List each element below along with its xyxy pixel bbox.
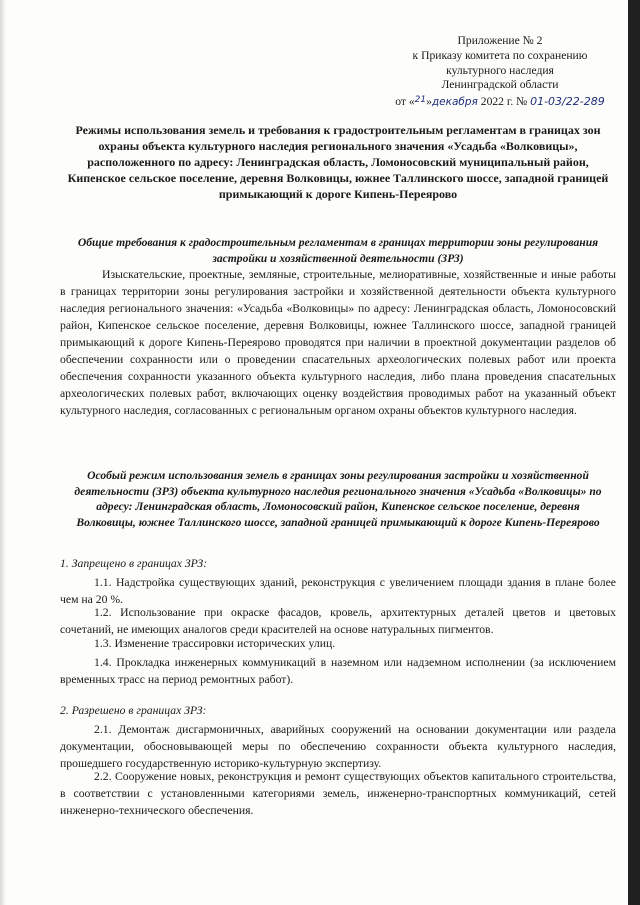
general-requirements-heading: Общие требования к градостроительным регламентам в границах территории зоны регулирования застройки и хозяйственной деятельности (ЗРЗ) bbox=[77, 236, 599, 265]
appendix-line-3: культурного наследия bbox=[446, 63, 554, 77]
date-prefix: от « bbox=[395, 95, 415, 109]
prohibited-heading: 1. Запрещено в границах ЗРЗ: bbox=[60, 557, 208, 570]
appendix-block bbox=[372, 34, 628, 110]
general-requirements-paragraph: Изыскательские, проектные, земляные, строительные, мелиоративные, хозяйственные и иные работы в границах территории зоны регулирования застройки и хозяйственной деятельности объекта культурного наследия регионального значения: «Усадьба «Волковицы» по адресу: Ленинградская область, Ломоносовский район, Кипенское сельское поселение, деревня Волковицы, южнее Таллинского шоссе, западной границей примыкающий к дороге Кипень-Переярово проводятся при наличии в проектной документации разделов об обеспечении сохранности или о проведении спасательных археологических полевых работ или проекта обеспечения сохранности указанного объекта культурного наследия, либо плана проведения спасательных археологических полевых работ, включающих оценку воздействия проводимых работ на указанный объект культурного наследия, согласованных с региональным органом охраны объектов культурного наследия. bbox=[60, 268, 616, 417]
allowed-heading: 2. Разрешено в границах ЗРЗ: bbox=[60, 704, 207, 717]
date-year: 2022 г. № bbox=[480, 95, 528, 109]
prohibited-item-1-3: 1.3. Изменение трассировки исторических улиц. bbox=[94, 637, 336, 650]
prohibited-item-1-2: 1.2. Использование при окраске фасадов, кровель, архитектурных деталей цветов и цветовых сочетаний, не имеющих аналогов среди красителей на основе натуральных пигментов. bbox=[60, 606, 616, 636]
appendix-line-1: Приложение № 2 bbox=[457, 34, 543, 47]
appendix-line-2: к Приказу комитета по сохранению bbox=[412, 48, 588, 62]
allowed-item-2-1: 2.1. Демонтаж дисгармоничных, аварийных сооружений на основании документации или раздела документации, обосновывающей меры по обеспечению сохранности объекта культурного наследия, прошедшего государственную историко-культурную экспертизу. bbox=[60, 723, 616, 770]
appendix-date-line bbox=[372, 93, 628, 110]
prohibited-item-1-1: 1.1. Надстройка существующих зданий, реконструкция с увеличением площади здания в плане более чем на 20 %. bbox=[60, 576, 616, 606]
scan-edge-strip bbox=[628, 0, 640, 905]
prohibited-item-1-4: 1.4. Прокладка инженерных коммуникаций в наземном или надземном исполнении (за исключением временных трасс на период ремонтных работ). bbox=[60, 656, 616, 686]
document-title: Режимы использования земель и требования к градостроительным регламентам в границах зон охраны объекта культурного наследия регионального значения «Усадьба «Волковицы», расположенного по адресу: Ленинградская область, Ломоносовский муниципальный район, Кипенское сельское поселение, деревня Волковицы, южнее Таллинского шоссе, западной границей примыкающий к дороге Кипень-Переярово bbox=[67, 123, 609, 201]
scan-shadow bbox=[0, 0, 6, 905]
appendix-line-4: Ленинградской области bbox=[441, 78, 559, 92]
special-regime-heading: Особый режим использования земель в границах зоны регулирования застройки и хозяйственной деятельности (ЗРЗ) объекта культурного наследия регионального значения «Усадьба «Волковицы» по адресу: Ленинградская область, Ломоносовский район, Кипенское сельское поселение, деревня Волковицы, южнее Таллинского шоссе, западной границей примыкающий к дороге Кипень-Переярово bbox=[74, 469, 602, 529]
date-mid: » bbox=[426, 95, 432, 109]
date-month-handwritten: декабря bbox=[431, 96, 478, 109]
allowed-item-2-2: 2.2. Сооружение новых, реконструкция и ремонт существующих объектов капитального строительства, в соответствии с установленными категориями земель, инженерно-транспортных коммуникаций, сетей инженерно-технического обеспечения. bbox=[60, 770, 616, 817]
date-day-handwritten: 21 bbox=[414, 95, 427, 106]
order-number-handwritten: 01-03/22-289 bbox=[530, 95, 605, 109]
